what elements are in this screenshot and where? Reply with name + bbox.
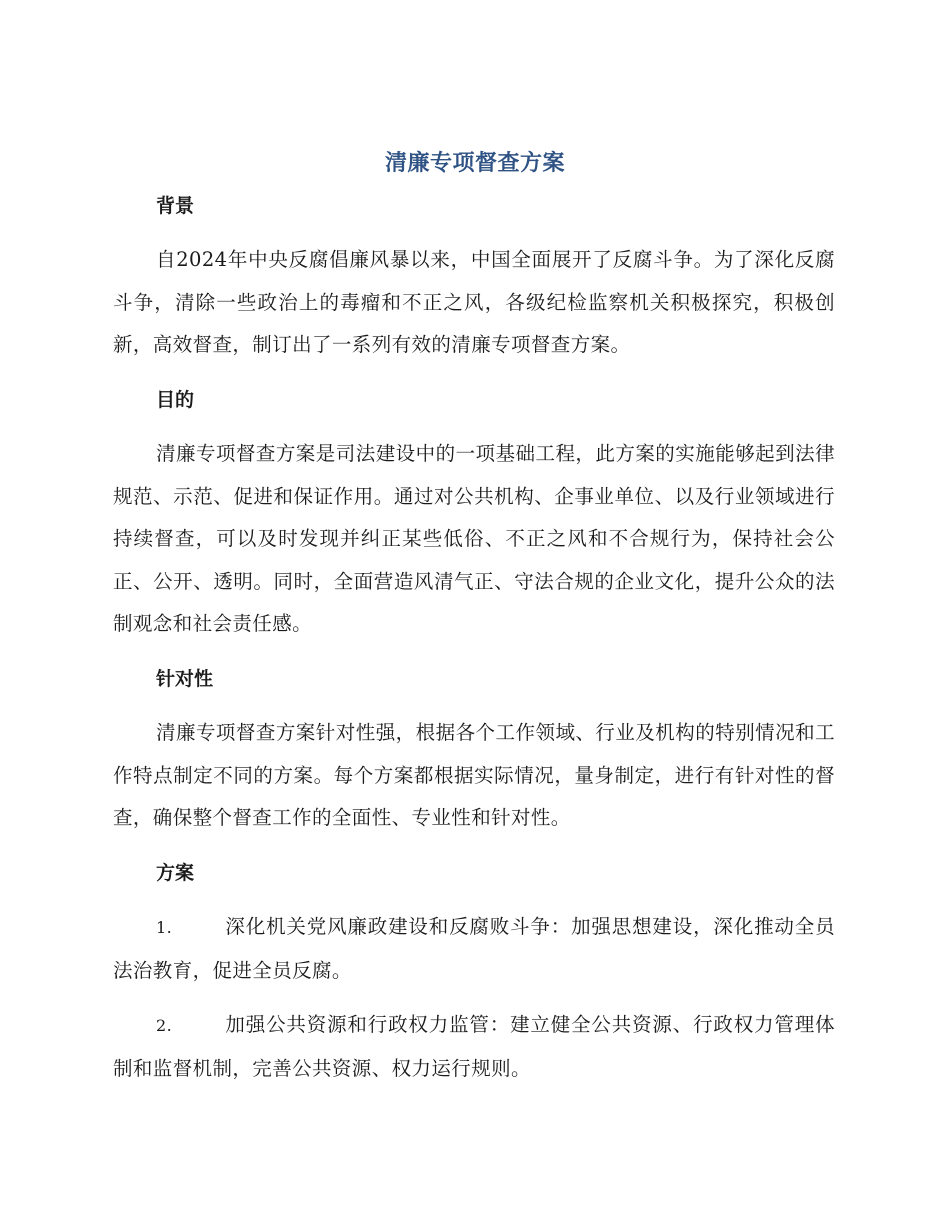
document-title: 清廉专项督查方案 <box>384 151 565 176</box>
section-heading-purpose: 目的 <box>156 389 195 411</box>
section-heading-background: 背景 <box>156 195 195 217</box>
background-paragraph: 自2024年中央反腐倡廉风暴以来，中国全面展开了反腐斗争。为了深化反腐斗争，清除一些政治上的毒瘤和不正之风，各级纪检监察机关积极探究，积极创新，高效督查，制订出了一系列有效的清廉专项督查方案。 <box>113 248 835 356</box>
list-item-text: 深化机关党风廉政建设和反腐败斗争：加强思想建设，深化推动全员法治教育，促进全员反腐。 <box>113 915 835 982</box>
list-item <box>113 1004 835 1090</box>
list-item <box>113 906 835 992</box>
list-item-number: 1. <box>156 918 173 937</box>
list-item-text: 加强公共资源和行政权力监管：建立健全公共资源、行政权力管理体制和监督机制，完善公共资源、权力运行规则。 <box>113 1013 835 1080</box>
list-item-number: 2. <box>156 1016 173 1035</box>
targeting-paragraph: 清廉专项督查方案针对性强，根据各个工作领域、行业及机构的特别情况和工作特点制定不同的方案。每个方案都根据实际情况，量身制定，进行有针对性的督查，确保整个督查工作的全面性、专业性和针对性。 <box>113 721 835 829</box>
section-heading-targeting: 针对性 <box>156 668 214 690</box>
section-heading-plan: 方案 <box>156 862 195 884</box>
purpose-paragraph: 清廉专项督查方案是司法建设中的一项基础工程，此方案的实施能够起到法律规范、示范、促进和保证作用。通过对公共机构、企事业单位、以及行业领域进行持续督查，可以及时发现并纠正某些低俗、不正之风和不合规行为，保持社会公正、公开、透明。同时，全面营造风清气正、守法合规的企业文化，提升公众的法制观念和社会责任感。 <box>113 442 835 635</box>
